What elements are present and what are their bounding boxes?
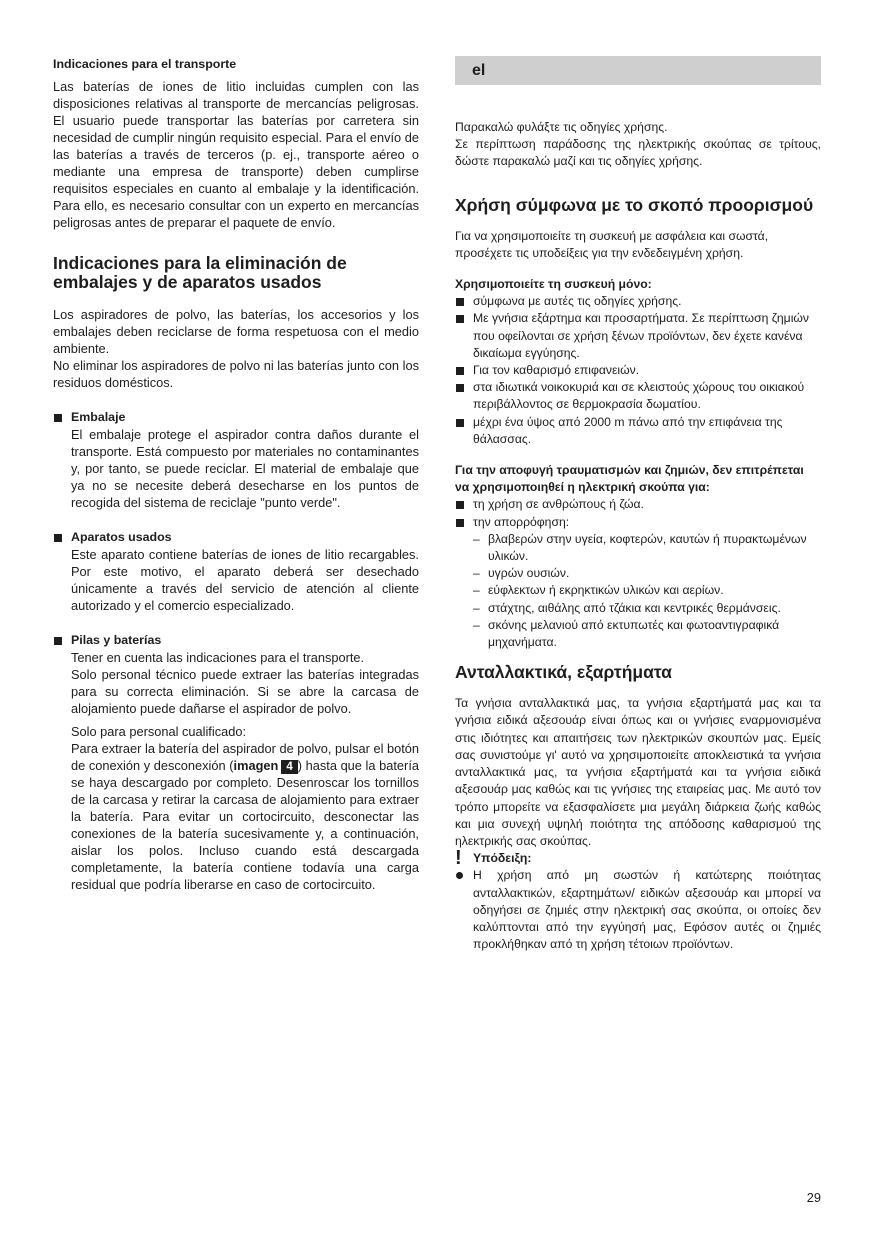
language-code: el <box>472 62 486 79</box>
packaging-text: El embalaje protege el aspirador contra daños durante el transporte. Está compuesto por materiales no contaminantes y, por tanto, se puede reciclar. El material de embalaje que ya no se necesite deberá desecharse en los puntos de recogida del sistema de reciclaje "punto verde". <box>71 427 419 510</box>
used-devices-title: Aparatos usados <box>71 530 172 544</box>
left-column <box>53 56 419 893</box>
disposal-text-2: No eliminar los aspiradores de polvo ni las baterías junto con los residuos domésticos. <box>53 358 419 390</box>
absorption-item: – υγρών ουσιών. <box>455 565 821 582</box>
right-column <box>455 56 821 953</box>
batteries-text-4 <box>71 740 419 893</box>
notice-title: Υπόδειξη: <box>473 851 532 866</box>
disposal-text-1: Los aspiradores de polvo, las baterías, los accesorios y los embalajes deben reciclarse de forma respetuosa con el medio ambiente. <box>53 307 419 356</box>
batteries-item <box>53 632 419 893</box>
prohibited-item: την απορρόφηση: <box>455 514 821 531</box>
use-only-item: Για τον καθαρισμό επιφανειών. <box>455 362 821 379</box>
notice-block <box>455 847 821 870</box>
notice-text: Η χρήση από μη σωστών ή κατώτερης ποιότητας ανταλλακτικών, εξαρτημάτων/ ειδικών αξεσουάρ και μπορεί να οδηγήσει σε ζημιές στην ηλεκτρική σας σκούπα, οι οποίες δεν καλύπτονται από την εγγύησή μας, Εφόσον αυτές οι ζημιές προκλήθηκαν από τη χρήση τέτοιων προϊόντων. <box>455 867 821 953</box>
absorption-item: – στάχτης, αιθάλης από τζάκια και κεντρικές θερμάνσεις. <box>455 600 821 617</box>
spares-text: Τα γνήσια ανταλλακτικά μας, τα γνήσια εξαρτήματά μας και τα γνήσια ειδικά αξεσουάρ είναι όπως και οι γνήσιες εναρμονισμένα στις ιδιότητες και απαιτήσεις των ηλεκτρικών σκουπών μας. Εμείς σας συνιστούμε γι' αυτό να χρησιμοποιείτε αποκλειστικά τα γνήσια ανταλλακτικά μας, τα γνήσια εξαρτήματά και τα γνήσια ειδικά αξεσουάρ μας καθώς και τις γνήσιες της εταιρείας μας. Με αυτό τον τρόπο μπορείτε να εξασφαλίσετε μια μεγάλη διάρκεια ζωής καθώς και μια συνεχή υψηλή ποιότητα της απόδοσης καθαρισμού της ηλεκτρικής σας σκούπας. <box>455 696 821 848</box>
transport-text: Las baterías de iones de litio incluidas cumplen con las disposiciones relativas al transporte de mercancías peligrosas. El usuario puede transportar las baterías por carretera sin necesidad de cumplir ningún requisito especial. Para el envío de las baterías a través de terceros (p. ej., transporte aéreo o mediante una empresa de transporte) deben cumplirse requisitos especiales en cuanto al embalaje y la identificación. Para ello, es necesario consultar con un experto en mercancías peligrosas antes de preparar el paquete de envío. <box>53 79 419 230</box>
absorption-item: – εύφλεκτων ή εκρηκτικών υλικών και αερίων. <box>455 582 821 599</box>
intro-text-2: Σε περίπτωση παράδοσης της ηλεκτρικής σκούπας σε τρίτους, δώστε παρακαλώ μαζί και τις οδηγίες χρήσης. <box>455 137 821 169</box>
use-only-item: στα ιδιωτικά νοικοκυριά και σε κλειστούς χώρους του οικιακού περιβάλλοντος σε θερμοκρασία δωματίου. <box>455 379 821 413</box>
batteries-text-1: Tener en cuenta las indicaciones para el transporte. <box>71 650 365 665</box>
packaging-title: Embalaje <box>71 410 126 424</box>
transport-heading: Indicaciones para el transporte <box>53 57 237 71</box>
intro-text-1: Παρακαλώ φυλάξτε τις οδηγίες χρήσης. <box>455 120 668 134</box>
page-number: 29 <box>806 1190 821 1205</box>
intended-use-heading: Χρήση σύμφωνα με το σκοπό προορισμού <box>455 194 814 215</box>
absorption-item: – σκόνης μελανιού από εκτυπωτές και φωτοαντιγραφικά μηχανήματα. <box>455 617 821 651</box>
use-only-item: μέχρι ένα ύψος από 2000 m πάνω από την επιφάνεια της θάλασσας. <box>455 414 821 448</box>
use-only-item: σύμφωνα με αυτές τις οδηγίες χρήσης. <box>455 293 821 310</box>
used-devices-text: Este aparato contiene baterías de iones de litio recargables. Por este motivo, el aparato deberá ser desechado únicamente a través del servicio de atención al cliente autorizado y el comercio especializado. <box>71 547 419 613</box>
intended-use-text: Για να χρησιμοποιείτε τη συσκευή με ασφάλεια και σωστά, προσέχετε τις υποδείξεις για την ενδεδειγμένη χρήση. <box>455 228 769 260</box>
figure-number-badge: 4 <box>281 760 297 774</box>
use-only-heading: Χρησιμοποιείτε τη συσκευή μόνο: <box>455 277 652 292</box>
batteries-title: Pilas y baterías <box>71 633 162 647</box>
packaging-item <box>53 409 419 511</box>
warning-exclamation-icon: ! <box>455 847 462 870</box>
batteries-text-4b: ) hasta que la batería se haya descargado por completo. Desenroscar los tornillos de la carcasa y retirar la carcasa de alojamiento para extraer la batería. Para evitar un cortocircuito, desconectar las conexiones de la batería sucesivamente y, a continuación, aislar los polos. Incluso cuando está descargada completamente, la batería contiene todavía una carga residual que podría liberarse en caso de cortocircuito. <box>71 758 419 892</box>
prohibited-item: τη χρήση σε ανθρώπους ή ζώα. <box>455 496 821 513</box>
absorption-item: – βλαβερών στην υγεία, κοφτερών, καυτών ή πυρακτωμένων υλικών. <box>455 531 821 565</box>
use-only-item: Με γνήσια εξάρτημα και προσαρτήματα. Σε περίπτωση ζημιών που οφείλονται σε χρήση ξένων προϊόντων, δεν έχετε κανένα δικαίωμα εγγύησης. <box>455 310 821 362</box>
language-bar <box>455 56 821 85</box>
spares-heading: Ανταλλακτικά, εξαρτήματα <box>455 662 672 683</box>
batteries-text-2: Solo personal técnico puede extraer las baterías integradas para su correcta eliminación. Si se abre la carcasa de alojamiento puede dañarse el aspirador de polvo. <box>71 667 419 716</box>
disposal-heading: Indicaciones para la eliminación de embalajes y de aparatos usados <box>53 253 347 292</box>
used-devices-item <box>53 529 419 614</box>
prohibited-heading: Για την αποφυγή τραυματισμών και ζημιών, δεν επιτρέπεται να χρησιμοποιηθεί η ηλεκτρική σκούπα για: <box>455 463 804 495</box>
figure-reference-word: imagen <box>233 758 279 773</box>
batteries-text-3: Solo para personal cualificado: <box>71 724 247 739</box>
batteries-text-4a: Para extraer la batería del aspirador de polvo, pulsar el botón de conexión y desconexión ( <box>71 741 419 773</box>
